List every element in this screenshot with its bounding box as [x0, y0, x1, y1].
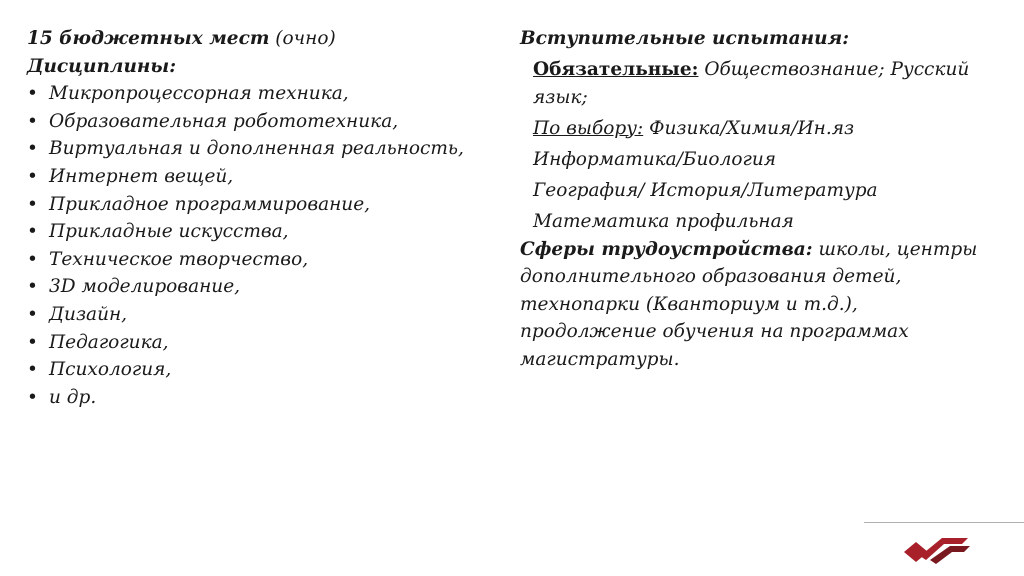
choice-line: Математика профильная: [533, 210, 794, 232]
choice-label: По выбору:: [533, 117, 644, 139]
list-item: • Психология,: [27, 356, 497, 384]
list-item: • Интернет вещей,: [27, 163, 497, 191]
exams-title: Вступительные испытания:: [520, 28, 850, 49]
budget-form: (очно): [269, 28, 336, 49]
budget-count: 15 бюджетных мест: [27, 28, 270, 49]
employment-label: Сферы трудоустройства:: [520, 238, 813, 260]
mandatory-exams: [520, 56, 990, 112]
choice-subjects: Физика/Химия/Ин.яз: [643, 117, 855, 139]
choice-exams: [520, 115, 990, 143]
list-item: • Техническое творчество,: [27, 246, 497, 274]
choice-line: География/ История/Литература: [533, 179, 878, 201]
list-item: • Педагогика,: [27, 329, 497, 357]
list-item: • Образовательная робототехника,: [27, 108, 497, 136]
mandatory-subjects: Обществознание; Русский язык;: [533, 58, 970, 108]
budget-places: [27, 25, 497, 53]
footer-divider: [864, 522, 1024, 523]
list-item: • и др.: [27, 384, 497, 412]
list-item: • Дизайн,: [27, 301, 497, 329]
employment-text: школы, центры дополнительного образования детей, технопарки (Кванториум и т.д.), продолжение обучения на программах магистратуры.: [520, 238, 978, 370]
brand-logo-icon: [902, 530, 972, 568]
left-column: [27, 25, 497, 411]
list-item: • Микропроцессорная техника,: [27, 80, 497, 108]
right-column: [520, 25, 990, 374]
list-item: • Прикладные искусства,: [27, 218, 497, 246]
choice-line: Информатика/Биология: [533, 148, 776, 170]
disciplines-list: [27, 80, 497, 411]
list-item: • Виртуальная и дополненная реальность,: [27, 135, 497, 163]
list-item: • Прикладное программирование,: [27, 191, 497, 219]
list-item: • 3D моделирование,: [27, 273, 497, 301]
employment: [520, 236, 990, 374]
mandatory-label: Обязательные:: [533, 58, 699, 80]
disciplines-title: Дисциплины:: [27, 55, 177, 77]
